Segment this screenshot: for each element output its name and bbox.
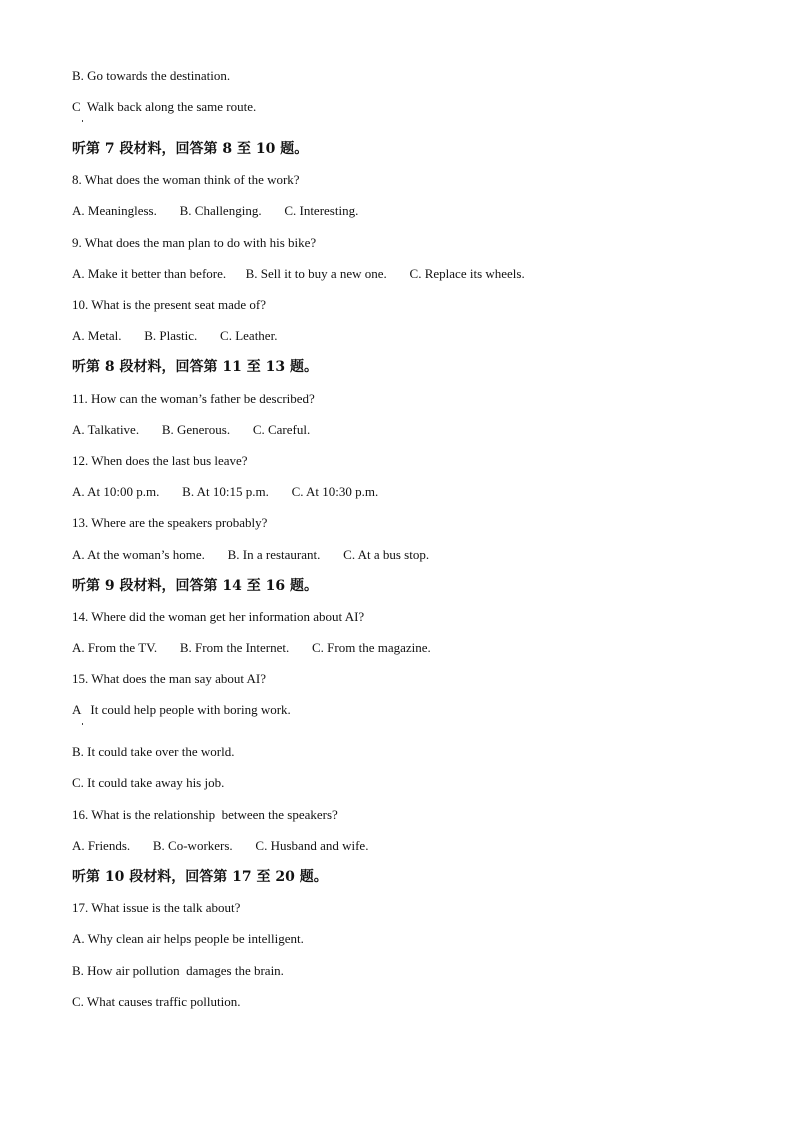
question-line: 13. Where are the speakers probably? <box>72 515 268 530</box>
options-line: A. Metal. B. Plastic. C. Leather. <box>72 328 278 343</box>
question-line: 9. What does the man plan to do with his bike? <box>72 235 317 250</box>
options-line: A. From the TV. B. From the Internet. C. From the magazine. <box>72 640 431 655</box>
options-line: A. Talkative. B. Generous. C. Careful. <box>72 422 311 437</box>
option-line: A. Why clean air helps people be intelligent. <box>72 931 304 946</box>
section-heading: 听第 9 段材料，回答第 14 至 16 题。 <box>72 578 318 594</box>
question-line: 17. What issue is the talk about? <box>72 900 241 915</box>
section-heading: 听第 8 段材料，回答第 11 至 13 题。 <box>72 359 318 375</box>
option-line: B. How air pollution damages the brain. <box>72 963 284 978</box>
option-line: B. Go towards the destination. <box>72 68 231 83</box>
section-heading: 听第 7 段材料，回答第 8 至 10 题。 <box>72 141 309 157</box>
options-line: A. Meaningless. B. Challenging. C. Interesting. <box>72 203 359 218</box>
options-line: A. At 10:00 p.m. B. At 10:15 p.m. C. At 10:30 p.m. <box>72 484 379 499</box>
option-line: C Walk back along the same route. <box>72 99 257 114</box>
question-line: 10. What is the present seat made of? <box>72 297 266 312</box>
question-line: 16. What is the relationship between the speakers? <box>72 807 338 822</box>
stray-mark <box>82 120 83 122</box>
option-line: C. What causes traffic pollution. <box>72 994 241 1009</box>
question-line: 12. When does the last bus leave? <box>72 453 248 468</box>
question-line: 8. What does the woman think of the work? <box>72 172 300 187</box>
question-line: 15. What does the man say about AI? <box>72 671 266 686</box>
option-line: A It could help people with boring work. <box>72 702 291 717</box>
question-line: 14. Where did the woman get her information about AI? <box>72 609 365 624</box>
question-line: 11. How can the woman’s father be described? <box>72 391 315 406</box>
options-line: A. Friends. B. Co-workers. C. Husband and wife. <box>72 838 369 853</box>
option-line: B. It could take over the world. <box>72 744 235 759</box>
options-line: A. Make it better than before. B. Sell it to buy a new one. C. Replace its wheels. <box>72 266 525 281</box>
options-line: A. At the woman’s home. B. In a restaurant. C. At a bus stop. <box>72 547 430 562</box>
stray-mark <box>82 723 83 725</box>
section-heading: 听第 10 段材料，回答第 17 至 20 题。 <box>72 869 328 885</box>
option-line: C. It could take away his job. <box>72 775 225 790</box>
